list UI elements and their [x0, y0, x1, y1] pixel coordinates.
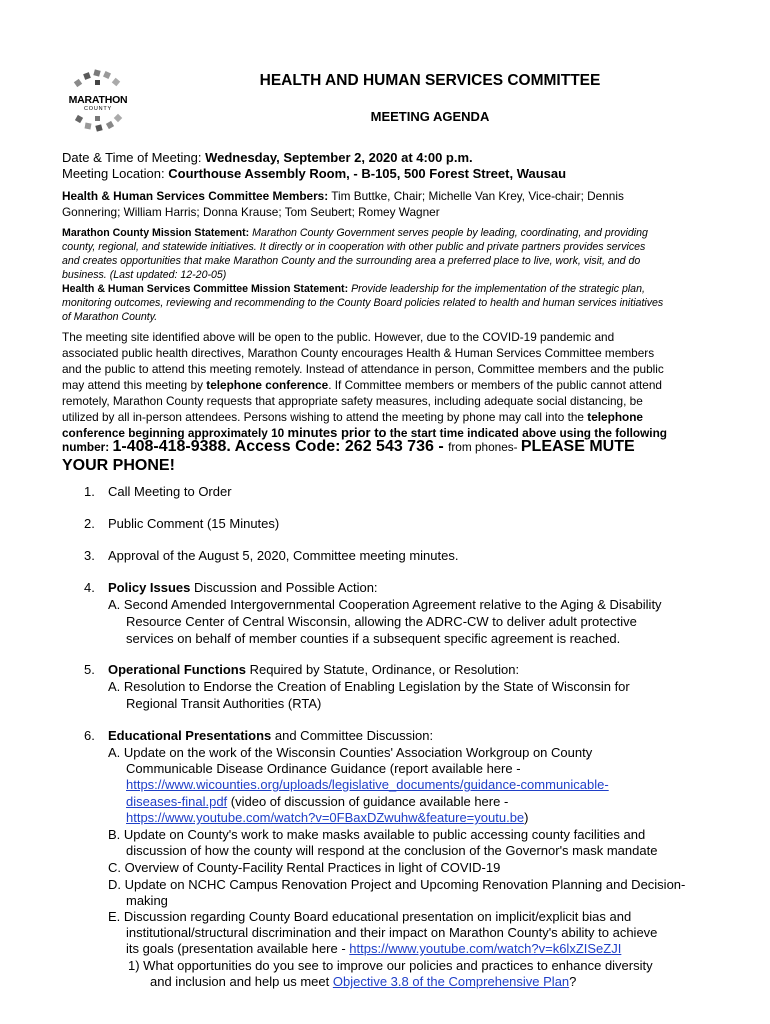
logo-name: MARATHON [68, 94, 128, 106]
notice-line-6: utilized by all in-person attendees. Persons wishing to attend the meeting by phone may call into the telephone [62, 410, 643, 424]
county-logo [62, 66, 134, 134]
notice-line-1: The meeting site identified above will be open to the public. However, due to the COVID-19 pandemic and [62, 330, 615, 344]
agenda-item-5: 5. Operational Functions Required by Statute, Ordinance, or Resolution: A. Resolution to Endorse the Creation of Enabling Legislation by the State of Wisconsin for Regional Transit Authorities (RTA) [84, 662, 630, 711]
committee-mission-line-3: of Marathon County. [62, 311, 158, 323]
youtube-bias-presentation-link[interactable]: https://www.youtube.com/watch?v=k6lxZISeZJI [349, 941, 622, 956]
policy-issues-heading: Policy Issues [108, 580, 191, 595]
notice-line-9: YOUR PHONE! [62, 457, 175, 474]
page-subtitle: MEETING AGENDA [370, 109, 490, 124]
agenda-item-6: 6. Educational Presentations and Committee Discussion: A. Update on the work of the Wisconsin Counties' Association Workgroup on County Communicable Disease Ordinance Guidance (report available here - https://www.wicounties.org/uploads/legislative_documents/guidance-communicable- diseases-final.pdf (video of discussion of guidance available here - https://www.youtube.com/watch?v=0FBaxDZwuhw&feature=youtu.be) B. Update on County's work to make masks available to public accessing county facilities and discussion of how the county will respond at the conclusion of the Governor's mask mandate C. Overview of County-Facility Rental Practices in light of COVID-19 D. Update on NCHC Campus Renovation Project and Upcoming Renovation Planning and Decision- making E. Discussion regarding County Board educational presentation on implicit/explicit bias and institutional/structural discrimination and their impact on Marathon County's ability to achieve its goals (presentation available here - https://www.youtube.com/watch?v=k6lxZISeZJI 1) What opportunities do you see to improve our policies and practices to enhance diversity and inclusion and help us meet Objective 3.8 of the Comprehensive Plan? [84, 728, 686, 989]
notice-line-7: conference beginning approximately 10 minutes prior to the start time indicated above using the following [62, 425, 668, 440]
meeting-date [62, 150, 473, 165]
county-mission-line-3: and creates opportunities that make Marathon County and the surrounding area a preferred place to live, work, visit, and do [62, 255, 641, 267]
agenda-item-3: 3. Approval of the August 5, 2020, Committee meeting minutes. [84, 548, 459, 563]
members-line-2: Gonnering; William Harris; Donna Krause; Tom Seubert; Romey Wagner [62, 205, 440, 219]
notice-line-3: and the public to attend this meeting remotely. Instead of attendance in person, Committee members and the public [62, 362, 664, 376]
wicounties-guidance-link[interactable]: https://www.wicounties.org/uploads/legislative_documents/guidance-communicable- [126, 777, 609, 792]
diseases-final-link[interactable]: diseases-final.pdf [126, 794, 228, 809]
meeting-location [62, 166, 566, 181]
notice-line-4: may attend this meeting by telephone conference. If Committee members or members of the public cannot attend [62, 378, 662, 392]
comprehensive-plan-link[interactable]: Objective 3.8 of the Comprehensive Plan [332, 974, 570, 989]
county-mission-line-4: business. (Last updated: 12-20-05) [62, 269, 227, 281]
members-line-1: Health & Human Services Committee Members: Tim Buttke, Chair; Michelle Van Krey, Vice-chair; Dennis [62, 189, 624, 203]
members-label: Health & Human Services Committee Members: [62, 189, 329, 203]
location-value: Courthouse Assembly Room, - B-105, 500 Forest Street, Wausau [168, 166, 567, 181]
date-label: Date & Time of Meeting: [62, 150, 202, 165]
agenda-item-4: 4. Policy Issues Discussion and Possible Action: A. Second Amended Intergovernmental Cooperation Agreement relative to the Aging & Disability Resource Center of Central Wisconsin, allowing the ADRC-CW to deliver adult protective services on behalf of member counties if a subsequent specific agreement is reached. [84, 580, 662, 646]
agenda-item-2: 2. Public Comment (15 Minutes) [84, 516, 280, 531]
notice-line-5: remotely, Marathon County requests that appropriate safety measures, including adequate social distancing, be [62, 394, 643, 408]
county-mission-label: Marathon County Mission Statement: [62, 227, 250, 239]
county-mission-line-1: Marathon County Mission Statement: Marathon County Government serves people by leading, coordinating, and providing [62, 227, 648, 239]
date-value: Wednesday, September 2, 2020 at 4:00 p.m. [205, 150, 473, 165]
notice-line-8: number: 1-408-418-9388. Access Code: 262 543 736 - from phones- PLEASE MUTE [62, 438, 635, 455]
committee-mission-label: Health & Human Services Committee Mission Statement: [62, 283, 349, 295]
operational-functions-heading: Operational Functions [108, 662, 246, 677]
phone-number: 1-408-418-9388. Access Code: 262 543 736 - [112, 438, 449, 455]
location-label: Meeting Location: [62, 166, 165, 181]
youtube-guidance-link[interactable]: https://www.youtube.com/watch?v=0FBaxDZwuhw&feature=youtu.be [126, 810, 525, 825]
educational-presentations-heading: Educational Presentations [108, 728, 272, 743]
page-title: HEALTH AND HUMAN SERVICES COMMITTEE [259, 72, 601, 89]
committee-mission-line-1: Health & Human Services Committee Mission Statement: Provide leadership for the implementation of the strategic plan, [62, 283, 645, 295]
county-mission-line-2: county, regional, and statewide initiatives. It directly or in cooperation with other public and private partners provides services [62, 241, 646, 253]
logo-sub: COUNTY [83, 106, 113, 112]
committee-mission-line-2: monitoring outcomes, reviewing and recommending to the County Board policies related to health and human services initiatives [62, 297, 664, 309]
agenda-item-1: 1. Call Meeting to Order [84, 484, 232, 499]
notice-line-2: associated public health directives, Marathon County encourages Health & Human Services Committee members [62, 346, 655, 360]
telephone-conference: telephone conference [206, 378, 329, 392]
